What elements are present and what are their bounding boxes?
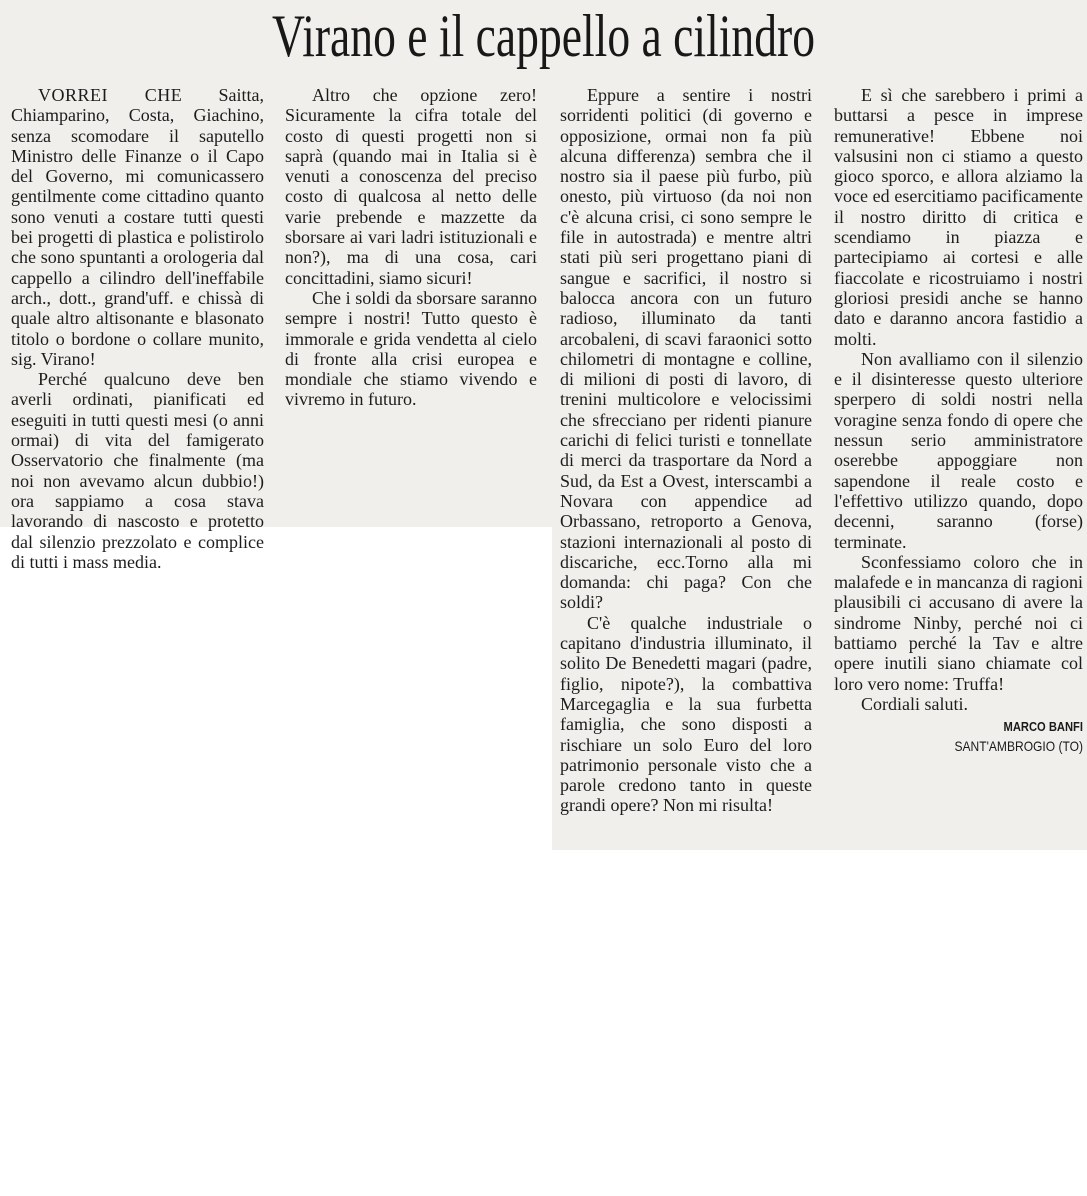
text-column-2 bbox=[285, 85, 537, 410]
paragraph-2: Perché qualcuno deve ben averli ordinati, pianificati ed eseguiti in tutti questi mesi (o anni ormai) di vita del famigerato Osservatorio che finalmente (ma noi non avevamo alcun dubbio!) ora sappiamo a cosa stava lavorando di nascosto e protetto dal silenzio prezzolato e complice di tutti i mass media. bbox=[11, 369, 264, 572]
paragraph-9: Sconfessiamo coloro che in malafede e in mancanza di ragioni plausibili ci accusano di avere la sindrome Ninby, perché noi ci battiamo perché la Tav e altre opere inutili siano chiamate col loro vero nome: Truffa! bbox=[834, 551, 1083, 694]
text-column-3 bbox=[560, 85, 812, 816]
paragraph-3: Altro che opzione zero! Sicuramente la cifra totale del costo di questi progetti non si saprà (quando mai in Italia si è venuti a conoscenza del preciso costo di qualcosa al netto delle varie prebende e mazzette da sborsare ai vari ladri istituzionali e non?), ma di una cosa, cari concittadini, siamo sicuri! bbox=[285, 85, 537, 288]
text-column-1 bbox=[11, 85, 264, 572]
paragraph-4: Che i soldi da sborsare saranno sempre i nostri! Tutto questo è immorale e grida vendetta al cielo di fronte alla crisi europea e mondiale che stiamo vivendo e vivremo in futuro. bbox=[285, 287, 537, 410]
article-headline: Virano e il cappello a cilindro bbox=[272, 3, 815, 69]
author-name: MARCO BANFI bbox=[1003, 719, 1083, 735]
lead-in: VORREI CHE bbox=[38, 85, 183, 105]
text-column-4 bbox=[834, 85, 1083, 756]
closing-greeting: Cordiali saluti. bbox=[861, 693, 968, 714]
author-location: SANT'AMBROGIO (TO) bbox=[954, 738, 1083, 755]
paragraph-8: Non avalliamo con il silenzio e il disinteresse questo ulteriore sperpero di soldi nostri nella voragine senza fondo di opere che nessun serio amministratore oserebbe appoggiare non sapendone il reale costo e l'effettivo utilizzo quando, dopo decenni, saranno (forse) terminate. bbox=[834, 348, 1083, 552]
opening-paragraph bbox=[11, 85, 264, 369]
paragraph-1-text: Saitta, Chiamparino, Costa, Giachino, senza scomodare il saputello Ministro delle Finanze o il Capo del Governo, mi comunicassero gentilmente come cittadino quanto sono venuti a costare tutti questi bei progetti di plastica e polistirolo che sono spuntanti a orologeria dal cappello a cilindro dell'ineffabile arch., dott., grand'uff. e chissà di quale altro altisonante e blasonato titolo o bordone o collare munito, sig. Virano! bbox=[11, 85, 264, 369]
paragraph-6: C'è qualche industriale o capitano d'industria illuminato, il solito De Benedetti magari (padre, figlio, nipote?), la combattiva Marcegaglia e la sua furbetta famiglia, che sono disposti a rischiare un solo Euro del loro patrimonio personale visto che a parole credono tanto in queste grandi opere? Non mi risulta! bbox=[560, 612, 812, 816]
paragraph-7: E sì che sarebbero i primi a buttarsi a pesce in imprese remunerative! Ebbene noi valsusini non ci stiamo a questo gioco sporco, e allora alziamo la voce ed esercitiamo pacificamente il nostro diritto di critica e scendiamo in piazza e partecipiamo ai cortesi e alle fiaccolate e ricostruiamo i nostri gloriosi presidi anche se hanno dato e daranno ancora fastidio a molti. bbox=[834, 85, 1083, 349]
paragraph-5: Eppure a sentire i nostri sorridenti politici (di governo e opposizione, ormai non fa più alcuna differenza) sembra che il nostro sia il paese più furbo, più onesto, più virtuoso (da noi non c'è alcuna crisi, ci sono sempre le file in autostrada) e mentre altri stati più seri progettano piani di sangue e sacrifici, il nostro si balocca ancora con un futuro radioso, illuminato da tanti arcobaleni, di scavi faraonici sotto chilometri di montagne e colline, di milioni di posti di lavoro, di trenini multicolore e velocissimi che sfrecciano per ridenti pianure carichi di felici turisti e tonnellate di merci da trasportare da Nord a Sud, da Est a Ovest, interscambi a Novara con appendice ad Orbassano, retroporto a Genova, stazioni internazionali al posto di discariche, ecc.Torno alla mi domanda: chi paga? Con che soldi? bbox=[560, 85, 812, 613]
